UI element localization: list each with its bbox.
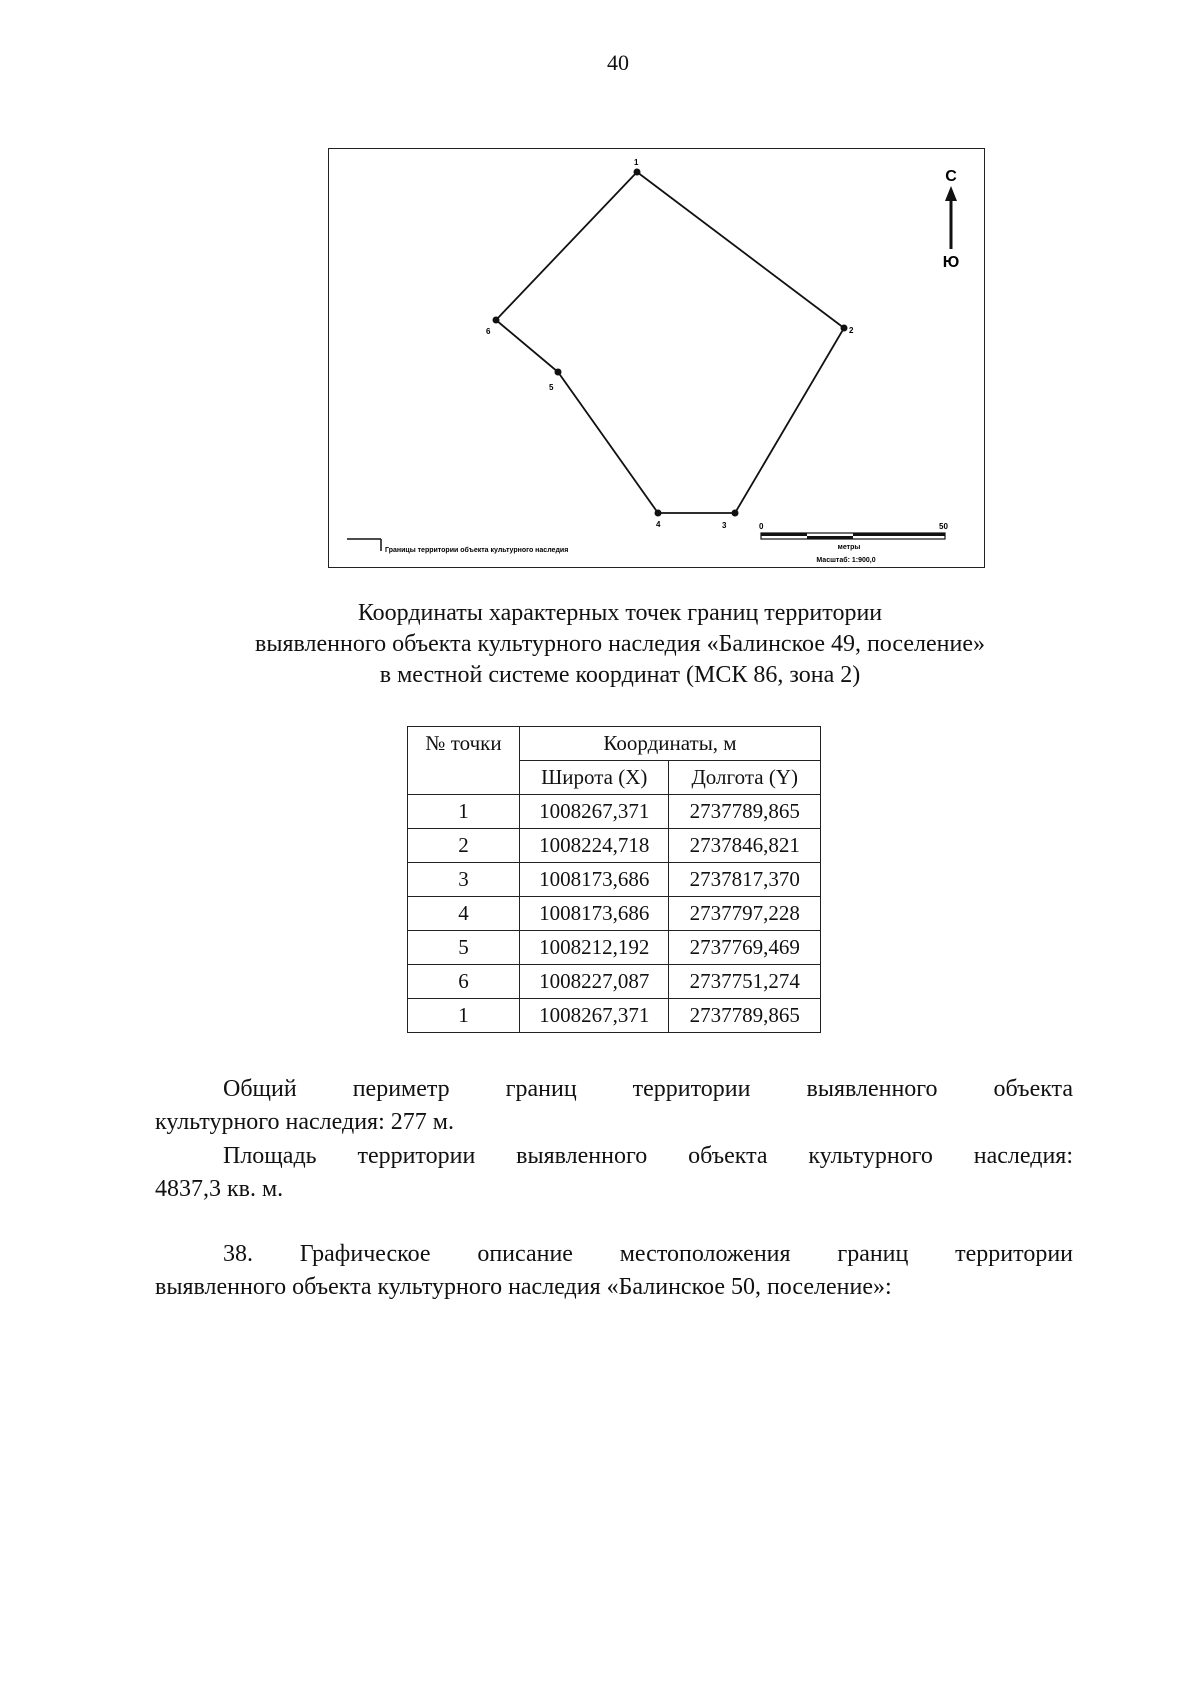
vertex-point-1 <box>634 169 641 176</box>
cell-lon: 2737797,228 <box>669 897 821 931</box>
vertex-point-3 <box>732 510 739 517</box>
section-38-line-1: 38. Графическое описание местоположения границ территории <box>223 1241 1073 1267</box>
cell-lon: 2737769,469 <box>669 931 821 965</box>
north-arrow-head <box>945 186 957 201</box>
coordinates-table <box>407 726 821 1033</box>
cell-point: 2 <box>408 829 520 863</box>
cell-lat: 1008227,087 <box>520 965 669 999</box>
scale-bar <box>759 522 948 564</box>
area-line-2: 4837,3 кв. м. <box>155 1176 284 1202</box>
boundary-map-svg <box>329 149 984 567</box>
scale-bar-segment-2 <box>807 536 853 539</box>
map-legend <box>347 539 568 554</box>
north-arrow <box>943 168 960 271</box>
vertex-point-2 <box>841 325 848 332</box>
perimeter-line-2: культурного наследия: 277 м. <box>155 1109 454 1135</box>
cell-lat: 1008267,371 <box>520 795 669 829</box>
cell-lon: 2737789,865 <box>669 999 821 1033</box>
vertex-label-3: 3 <box>722 521 727 530</box>
scale-bar-segment-1 <box>761 533 807 536</box>
legend-text: Границы территории объекта культурного наследия <box>385 547 569 554</box>
scale-start-label: 0 <box>759 522 764 531</box>
boundary-polygon <box>496 172 844 513</box>
cell-point: 4 <box>408 897 520 931</box>
cell-point: 1 <box>408 795 520 829</box>
vertex-point-6 <box>493 317 500 324</box>
header-lon: Долгота (Y) <box>669 761 821 795</box>
table-row <box>408 795 821 829</box>
cell-point: 1 <box>408 999 520 1033</box>
scale-bar-segment-3 <box>853 533 945 536</box>
vertex-point-5 <box>555 369 562 376</box>
scale-units-label: метры <box>837 544 861 551</box>
cell-lon: 2737751,274 <box>669 965 821 999</box>
cell-point: 6 <box>408 965 520 999</box>
heading-line-2: выявленного объекта культурного наследия «Балинское 49, поселение» <box>255 631 985 657</box>
cell-point: 5 <box>408 931 520 965</box>
table-row <box>408 931 821 965</box>
cell-lon: 2737846,821 <box>669 829 821 863</box>
north-label: С <box>945 168 957 185</box>
page-number: 40 <box>607 50 629 75</box>
table-row <box>408 999 821 1033</box>
vertex-label-1: 1 <box>634 158 639 167</box>
vertex-label-6: 6 <box>486 327 491 336</box>
boundary-map <box>328 148 985 568</box>
table-row <box>408 965 821 999</box>
area-line-1: Площадь территории выявленного объекта культурного наследия: <box>223 1143 1073 1169</box>
perimeter-paragraph <box>155 1073 1073 1139</box>
cell-point: 3 <box>408 863 520 897</box>
cell-lon: 2737817,370 <box>669 863 821 897</box>
coordinates-heading <box>120 598 1120 691</box>
cell-lon: 2737789,865 <box>669 795 821 829</box>
header-point: № точки <box>408 727 520 795</box>
section-38-paragraph <box>155 1238 1073 1304</box>
table-row <box>408 829 821 863</box>
heading-line-3: в местной системе координат (МСК 86, зона 2) <box>379 662 861 688</box>
cell-lat: 1008212,192 <box>520 931 669 965</box>
cell-lat: 1008267,371 <box>520 999 669 1033</box>
vertex-label-5: 5 <box>549 383 554 392</box>
vertex-label-2: 2 <box>849 326 854 335</box>
scale-end-label: 50 <box>939 522 948 531</box>
vertex-label-4: 4 <box>656 520 661 529</box>
cell-lat: 1008173,686 <box>520 897 669 931</box>
cell-lat: 1008224,718 <box>520 829 669 863</box>
header-lat: Широта (X) <box>520 761 669 795</box>
perimeter-line-1: Общий периметр границ территории выявленного объекта <box>223 1076 1073 1102</box>
heading-line-1: Координаты характерных точек границ территории <box>357 600 883 626</box>
table-row <box>408 863 821 897</box>
section-38-line-2: выявленного объекта культурного наследия «Балинское 50, поселение»: <box>155 1274 892 1300</box>
south-label: Ю <box>942 254 960 271</box>
area-paragraph <box>155 1140 1073 1206</box>
header-coords: Координаты, м <box>520 727 821 761</box>
vertex-point-4 <box>655 510 662 517</box>
cell-lat: 1008173,686 <box>520 863 669 897</box>
table-row <box>408 897 821 931</box>
scale-ratio-label: Масштаб: 1:900,0 <box>816 557 876 564</box>
